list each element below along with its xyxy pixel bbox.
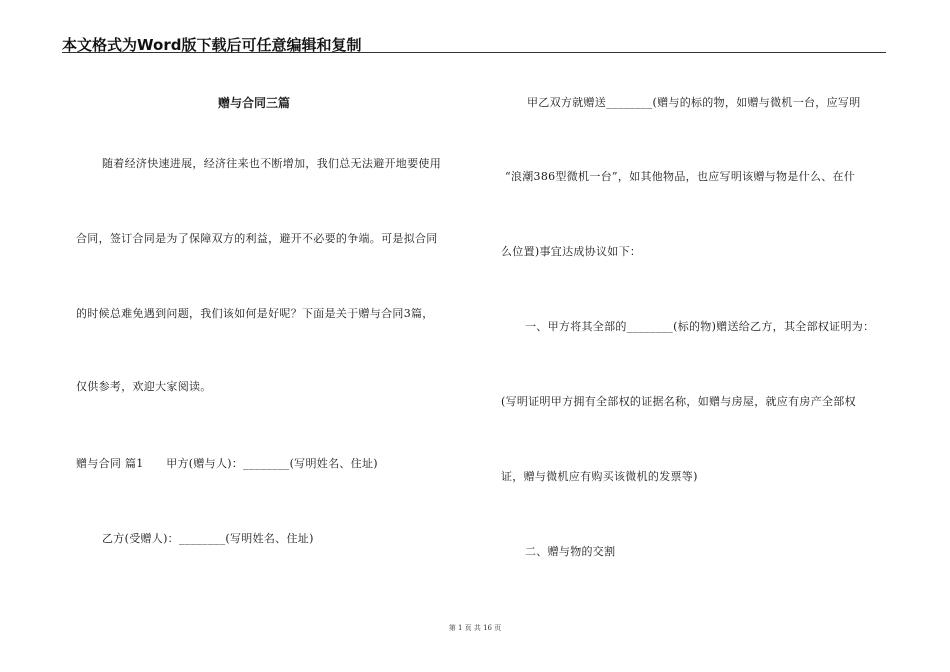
right-paragraph-line: 甲乙双方就赠送________(赠与的标的物，如赠与微机一台，应写明	[527, 96, 861, 109]
left-paragraph-line: 的时候总难免遇到问题，我们该如何是好呢？下面是关于赠与合同3篇，	[76, 307, 434, 320]
page-number-footer: 第 1 页 共 16 页	[448, 624, 502, 632]
right-paragraph-line: 证，赠与微机应有购买该微机的发票等)	[501, 470, 698, 483]
left-paragraph-line: 仅供参考，欢迎大家阅读。	[76, 380, 212, 393]
header-divider	[62, 52, 886, 53]
right-paragraph-line: 么位置)事宜达成协议如下：	[501, 245, 642, 258]
left-paragraph-line: 合同，签订合同是为了保障双方的利益，避开不必要的争端。可是拟合同	[76, 232, 438, 245]
left-paragraph-line: 随着经济快速进展，经济往来也不断增加，我们总无法避开地要使用	[102, 157, 441, 170]
recipient-line: 乙方(受赠人)：________(写明姓名、住址)	[102, 532, 314, 545]
document-title: 赠与合同三篇	[218, 96, 291, 110]
clause-one-line: 一、甲方将其全部的________(标的物)赠送给乙方，其全部权证明为：	[525, 320, 875, 333]
document-header-title: 本文格式为Word版下载后可任意编辑和复制	[62, 36, 362, 54]
clause-two-heading: 二、赠与物的交割	[525, 545, 616, 558]
contract-heading-line: 赠与合同 篇1 甲方(赠与人)：________(写明姓名、住址)	[76, 457, 378, 470]
right-paragraph-line: (写明证明甲方拥有全部权的证据名称，如赠与房屋，就应有房产全部权	[501, 395, 856, 408]
right-paragraph-line: “浪潮386型微机一台”，如其他物品，也应写明该赠与物是什么、在什	[505, 170, 856, 183]
